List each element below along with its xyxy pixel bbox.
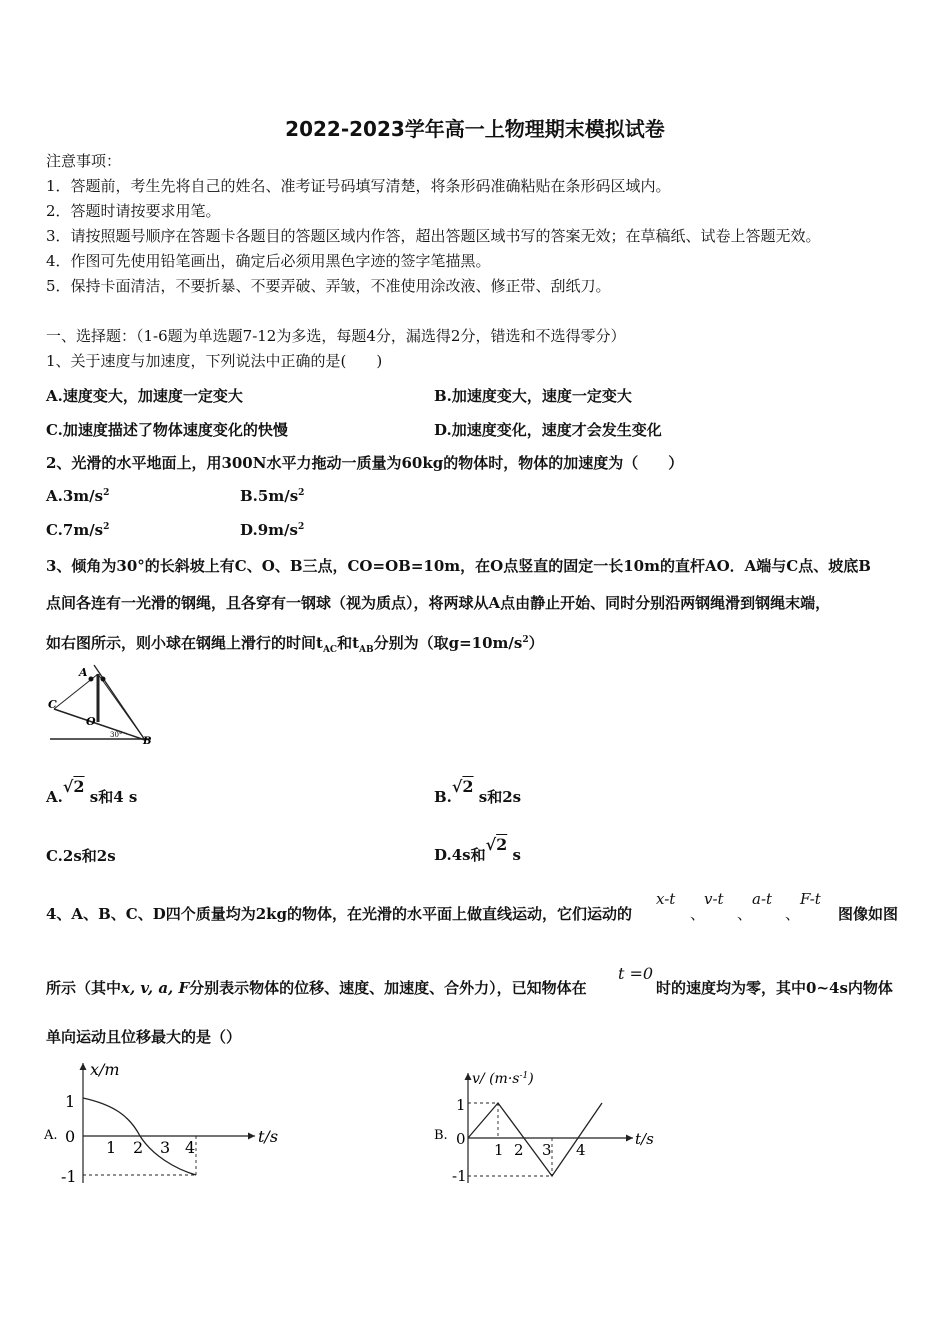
- section-heading: 一、选择题：（1-6题为单选题7-12为多选，每题4分，漏选得2分，错选和不选得零分）: [46, 327, 626, 345]
- q4-stem-line2c: 时的速度均为零，其中0~4s内物体: [656, 979, 893, 997]
- q3-option-d-label: D.4s和: [434, 846, 486, 864]
- q2-option-d: [240, 521, 304, 539]
- q2-option-b: [240, 487, 304, 505]
- q4-stem-line1a: 4、A、B、C、D四个质量均为2kg的物体，在光滑的水平面上做直线运动，它们运动的: [46, 905, 633, 923]
- q2-option-c: [46, 521, 109, 539]
- q4-vars: x, v, a, F: [121, 979, 190, 997]
- q2-option-d-text: D.9m/s: [240, 521, 298, 539]
- q3-stem-line2: 点间各连有一光滑的钢绳，且各穿有一钢球（视为质点），将两球从A点由静止开始、同时分别沿两钢绳滑到钢绳末端，: [46, 594, 831, 612]
- label-b: B: [143, 736, 152, 746]
- graph-a-xtick: 4: [185, 1138, 196, 1157]
- q4-graph-at: a-t: [752, 890, 773, 908]
- sqrt-symbol: √2: [451, 777, 474, 796]
- q4-graph-vt: v-t: [704, 890, 724, 908]
- label-c: C: [48, 698, 57, 711]
- q3-option-b-label: B.: [434, 788, 452, 806]
- q2-option-a-text: A.3m/s: [46, 487, 104, 505]
- graph-a-xlabel: t/s: [258, 1127, 279, 1146]
- label-a: A: [79, 666, 88, 679]
- sqrt-radicand: 2: [496, 835, 508, 854]
- graph-a-label: A.: [44, 1128, 58, 1143]
- q3-sub: AB: [359, 645, 374, 655]
- graph-a-xtick: 3: [160, 1138, 171, 1157]
- notice-item: 5．保持卡面清洁，不要折暴、不要弄破、弄皱，不准使用涂改液、修正带、刮纸刀。: [46, 277, 611, 295]
- q3-option-a-label: A.: [46, 788, 63, 806]
- graph-b-ylabel-sup: -1: [519, 1071, 529, 1081]
- graph-b-xlabel: t/s: [635, 1130, 654, 1148]
- graph-a-xtick: 1: [106, 1138, 117, 1157]
- q4-sep: 、: [690, 905, 706, 923]
- q4-stem-line3: 单向运动且位移最大的是（）: [46, 1028, 242, 1046]
- q3-option-d-text: s: [512, 846, 521, 864]
- q2-option-b-text: B.5m/s: [240, 487, 299, 505]
- q2-option-a-exp: 2: [103, 488, 110, 498]
- slope-figure: [46, 660, 156, 746]
- graph-b-label: B.: [434, 1128, 448, 1143]
- notice-item: 1．答题前，考生先将自己的姓名、准考证号码填写清楚，将条形码准确粘贴在条形码区域内。: [46, 177, 671, 195]
- q4-graph-ft: F-t: [800, 890, 821, 908]
- q3-text: ）: [528, 634, 544, 652]
- ball-right: [101, 677, 106, 682]
- page-title: 2022-2023学年高一上物理期末模拟试卷: [285, 117, 665, 141]
- graph-b-line: [468, 1103, 602, 1176]
- graph-b-xtick: 1: [494, 1141, 504, 1159]
- graph-b-ytick: -1: [452, 1167, 467, 1185]
- notice-item: 4．作图可先使用铅笔画出，确定后必须用黑色字迹的签字笔描黑。: [46, 252, 491, 270]
- q3-option-a-text: s和4 s: [89, 788, 138, 806]
- notice-item: 2．答题时请按要求用笔。: [46, 202, 221, 220]
- q3-text: 分别为（取g=10m/s: [373, 634, 523, 652]
- q1-option-c: C.加速度描述了物体速度变化的快慢: [46, 421, 288, 439]
- q4-graph-xt: x-t: [656, 890, 676, 908]
- graph-b-ytick: 0: [456, 1130, 466, 1148]
- label-angle: 30°: [110, 731, 123, 739]
- graph-b-xtick: 4: [576, 1141, 586, 1159]
- q2-option-c-exp: 2: [103, 522, 110, 532]
- q4-t0: t =0: [618, 964, 654, 983]
- graph-a-ytick: -1: [61, 1167, 77, 1186]
- notice-heading: 注意事项：: [46, 152, 122, 170]
- label-o: O: [86, 715, 96, 728]
- graph-b-xtick: 2: [514, 1141, 524, 1159]
- q4-sep: 、: [737, 905, 753, 923]
- q3-sup: 2: [522, 635, 529, 645]
- ball-left: [89, 677, 94, 682]
- sqrt-symbol: √2: [485, 835, 508, 854]
- sqrt-radicand: 2: [73, 777, 85, 796]
- q1-option-b: B.加速度变大，速度一定变大: [434, 387, 632, 405]
- graph-b-ylabel: [472, 1071, 534, 1087]
- q3-option-a: [46, 776, 138, 806]
- q1-option-a: A.速度变大，加速度一定变大: [46, 387, 243, 405]
- sqrt-symbol: √2: [62, 777, 85, 796]
- q4-graph-a: [40, 1055, 290, 1190]
- graph-b-ylabel-end: ): [528, 1071, 534, 1087]
- q3-text: 和t: [337, 634, 360, 652]
- graph-a-ylabel: x/m: [90, 1060, 120, 1079]
- sqrt-radicand: 2: [462, 777, 474, 796]
- q2-stem: 2、光滑的水平地面上，用300N水平力拖动一质量为60kg的物体时，物体的加速度为（ ）: [46, 454, 684, 472]
- q3-option-b: [434, 776, 522, 806]
- graph-a-xtick: 2: [133, 1138, 144, 1157]
- q3-option-c: C.2s和2s: [46, 847, 116, 865]
- graph-b-ylabel-main: v/ (m·s: [472, 1071, 520, 1087]
- q4-text: 分别表示物体的位移、速度、加速度、合外力），已知物体在: [189, 979, 587, 997]
- q4-text: 所示（其中: [46, 979, 122, 997]
- graph-b-ytick: 1: [456, 1096, 466, 1114]
- q2-option-c-text: C.7m/s: [46, 521, 104, 539]
- q3-stem-line1: 3、倾角为30°的长斜坡上有C、O、B三点，CO=OB=10m，在O点竖直的固定一长10m的直杆AO．A端与C点、坡底B: [46, 557, 871, 575]
- q2-option-d-exp: 2: [297, 522, 305, 532]
- q3-text: 如右图所示，则小球在钢绳上滑行的时间t: [46, 634, 323, 652]
- q2-option-b-exp: 2: [298, 488, 305, 498]
- graph-a-ytick: 1: [65, 1092, 76, 1111]
- q4-stem-line2: [46, 978, 587, 998]
- q3-option-d: [434, 834, 521, 864]
- graph-b-xtick: 3: [542, 1141, 552, 1159]
- q4-graph-b: [428, 1065, 668, 1190]
- q4-sep: 、: [785, 905, 801, 923]
- q3-stem-line3: [46, 630, 544, 660]
- q1-stem: 1、关于速度与加速度，下列说法中正确的是( ): [46, 352, 383, 370]
- q4-stem-line1b: 图像如图: [838, 905, 899, 923]
- q2-option-a: [46, 487, 109, 505]
- q1-option-d: D.加速度变化，速度才会发生变化: [434, 421, 662, 439]
- q3-option-b-text: s和2s: [478, 788, 522, 806]
- graph-a-ytick: 0: [65, 1127, 76, 1146]
- notice-item: 3．请按照题号顺序在答题卡各题目的答题区域内作答，超出答题区域书写的答案无效；在草稿纸、试卷上答题无效。: [46, 227, 821, 245]
- q3-sub: AC: [322, 645, 338, 655]
